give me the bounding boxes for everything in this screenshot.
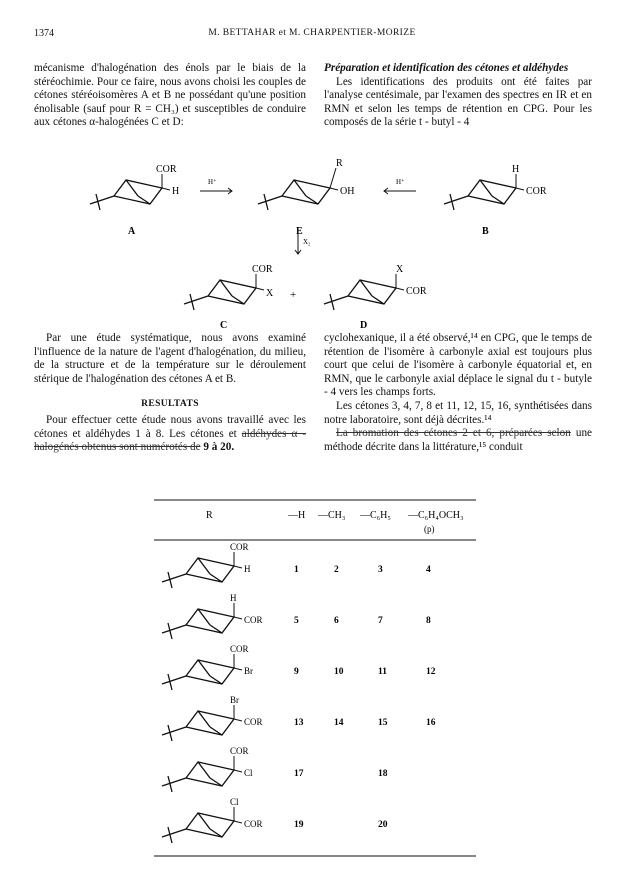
bond-equatorial <box>234 719 242 721</box>
substituent-top: COR <box>230 746 249 756</box>
table-row <box>162 695 263 741</box>
running-authors: M. BETTAHAR et M. CHARPENTIER-MORIZE <box>208 28 416 38</box>
substituent-side-b: COR <box>526 186 547 197</box>
substituent-top: COR <box>230 542 249 552</box>
structure-ring <box>162 711 234 741</box>
molecule-c <box>184 264 274 330</box>
bromation-end-text: une méthode décrite dans la littérature,¹⁵ conduit <box>324 427 592 453</box>
results-paragraph <box>34 414 306 455</box>
compound-number: 4 <box>426 565 431 575</box>
bond-equatorial <box>234 770 242 772</box>
substituent-top-e: R <box>336 158 343 169</box>
identification-paragraph: Les identifications des produits ont été faites par l'analyse centésimale, par l'examen des spectres en IR et en RMN et selon les temps de rétention en CPG. Pour les composés de la série t - butyl - 4 <box>324 75 592 129</box>
table-header-anisyl: —C₆H₄OCH₃ <box>408 510 464 521</box>
structure-ring <box>162 609 234 639</box>
substituent-side: COR <box>244 819 263 829</box>
results-strike-text: aldéhydes α - halogénés obtenus sont numérotés de <box>34 427 306 454</box>
arrow-label-acid-2: H⁺ <box>396 178 405 186</box>
arrow-label-halogen: X₂ <box>303 238 311 246</box>
page-header <box>0 28 624 42</box>
substituent-side: Br <box>244 666 253 676</box>
substituent-top: Cl <box>230 797 239 807</box>
table-header-h: —H <box>288 510 306 521</box>
right-column-bottom <box>324 332 592 454</box>
structure-ring <box>162 762 234 792</box>
reaction-scheme <box>0 150 624 330</box>
substituent-side: COR <box>244 615 263 625</box>
substituent-top-d: X <box>396 264 404 275</box>
compound-number: 6 <box>334 616 339 626</box>
arrow-b-to-e <box>384 178 416 194</box>
cpg-paragraph: cyclohexanique, il a été observé,¹⁴ en CPG, que le temps de rétention de l'isomère à carbonyle axial est toujours plus court que celui de l'isomère à carbonyle équatorial et, en RMN, que le carbonyle axial déplace le signal du t - butyle - 4 vers les champs forts. <box>324 332 592 399</box>
compound-table <box>0 492 624 864</box>
table-row <box>162 542 251 588</box>
compound-number: 2 <box>334 565 339 575</box>
molecule-d <box>324 264 427 330</box>
left-column-bottom <box>34 332 306 455</box>
substituent-top: Br <box>230 695 239 705</box>
label-a: A <box>128 226 136 237</box>
compound-number: 20 <box>378 820 388 830</box>
label-e: E <box>296 226 303 237</box>
substituent-side: COR <box>244 717 263 727</box>
compound-number: 1 <box>294 565 299 575</box>
substituent-side-d: COR <box>406 286 427 297</box>
table-row <box>162 644 253 690</box>
plus-sign: + <box>290 289 297 301</box>
substituent-side: H <box>244 564 251 574</box>
table-header-para: (p) <box>424 524 435 534</box>
label-b: B <box>482 226 489 237</box>
substituent-side-a: H <box>172 186 180 197</box>
table-header-ch3: —CH₃ <box>318 510 346 521</box>
arrow-a-to-e <box>200 178 232 194</box>
label-d: D <box>360 320 368 330</box>
table-header-c6h5: —C₆H₅ <box>360 510 391 521</box>
bond-equatorial <box>234 617 242 619</box>
structure-ring <box>162 813 234 843</box>
bond-equatorial <box>234 821 242 823</box>
compound-number: 3 <box>378 565 383 575</box>
structure-ring <box>162 558 234 588</box>
bond-equatorial <box>234 668 242 670</box>
bromation-paragraph <box>324 427 592 454</box>
substituent-top: H <box>230 593 237 603</box>
intro-paragraph: mécanisme d'halogénation des énols par le biais de la stéréochimie. Pour ce faire, nous avons choisi les couples de cétones stéréoisomères A et B ne possédant qu'une position énolisable (sauf pour R = CH₃) et susceptibles de conduire aux cétones α-halogénées C et D: <box>34 62 306 129</box>
substituent-side: Cl <box>244 768 253 778</box>
substituent-top-a: COR <box>156 164 177 175</box>
section-heading-resultats: RESULTATS <box>141 399 199 410</box>
compound-number: 16 <box>426 718 436 728</box>
label-c: C <box>220 320 228 330</box>
left-column-top <box>34 62 306 130</box>
results-text: Pour effectuer cette étude nous avons travaillé avec les cétones et aldéhydes 1 à 8. Les cétones et <box>34 413 306 440</box>
table-row <box>162 593 263 639</box>
substituent-top-b: H <box>512 164 520 175</box>
compound-number: 17 <box>294 769 304 779</box>
results-end-text: 9 à 20. <box>203 441 235 454</box>
compound-number: 5 <box>294 616 299 626</box>
compound-number: 19 <box>294 820 304 830</box>
page-number: 1374 <box>34 28 54 39</box>
bromation-strike-text: La bromation des cétones 2 et 6, préparées selon <box>336 427 571 440</box>
compound-number: 11 <box>378 667 387 677</box>
structure-ring <box>162 660 234 690</box>
table-row <box>162 797 263 843</box>
compound-number: 8 <box>426 616 431 626</box>
compound-number: 18 <box>378 769 388 779</box>
study-paragraph: Par une étude systématique, nous avons examiné l'influence de la nature de l'agent d'halogénation, du milieu, de la structure et de la température sur le déroulement stérique de l'halogénation des cétones A et B. <box>34 332 306 385</box>
compound-number: 14 <box>334 718 344 728</box>
right-column-top <box>324 62 592 130</box>
compound-number: 12 <box>426 667 436 677</box>
molecule-b <box>444 164 547 237</box>
compound-number: 13 <box>294 718 304 728</box>
synthesis-paragraph: Les cétones 3, 4, 7, 8 et 11, 12, 15, 16, synthétisées dans notre laboratoire, sont déjà décrites.¹⁴ <box>324 399 592 426</box>
bond-equatorial <box>234 566 242 568</box>
molecule-a <box>90 164 179 237</box>
compound-number: 7 <box>378 616 383 626</box>
compound-number: 15 <box>378 718 388 728</box>
compound-number: 10 <box>334 667 344 677</box>
table-header-r: R <box>206 510 213 521</box>
substituent-side-e: OH <box>340 186 355 197</box>
arrow-label-acid-1: H⁺ <box>208 178 217 186</box>
substituent-top: COR <box>230 644 249 654</box>
substituent-top-c: COR <box>252 264 273 275</box>
molecule-e <box>258 158 354 237</box>
table-row <box>162 746 253 792</box>
substituent-side-c: X <box>266 288 274 299</box>
compound-number: 9 <box>294 667 299 677</box>
section-heading-preparation: Préparation et identification des cétones et aldéhydes <box>324 62 569 74</box>
